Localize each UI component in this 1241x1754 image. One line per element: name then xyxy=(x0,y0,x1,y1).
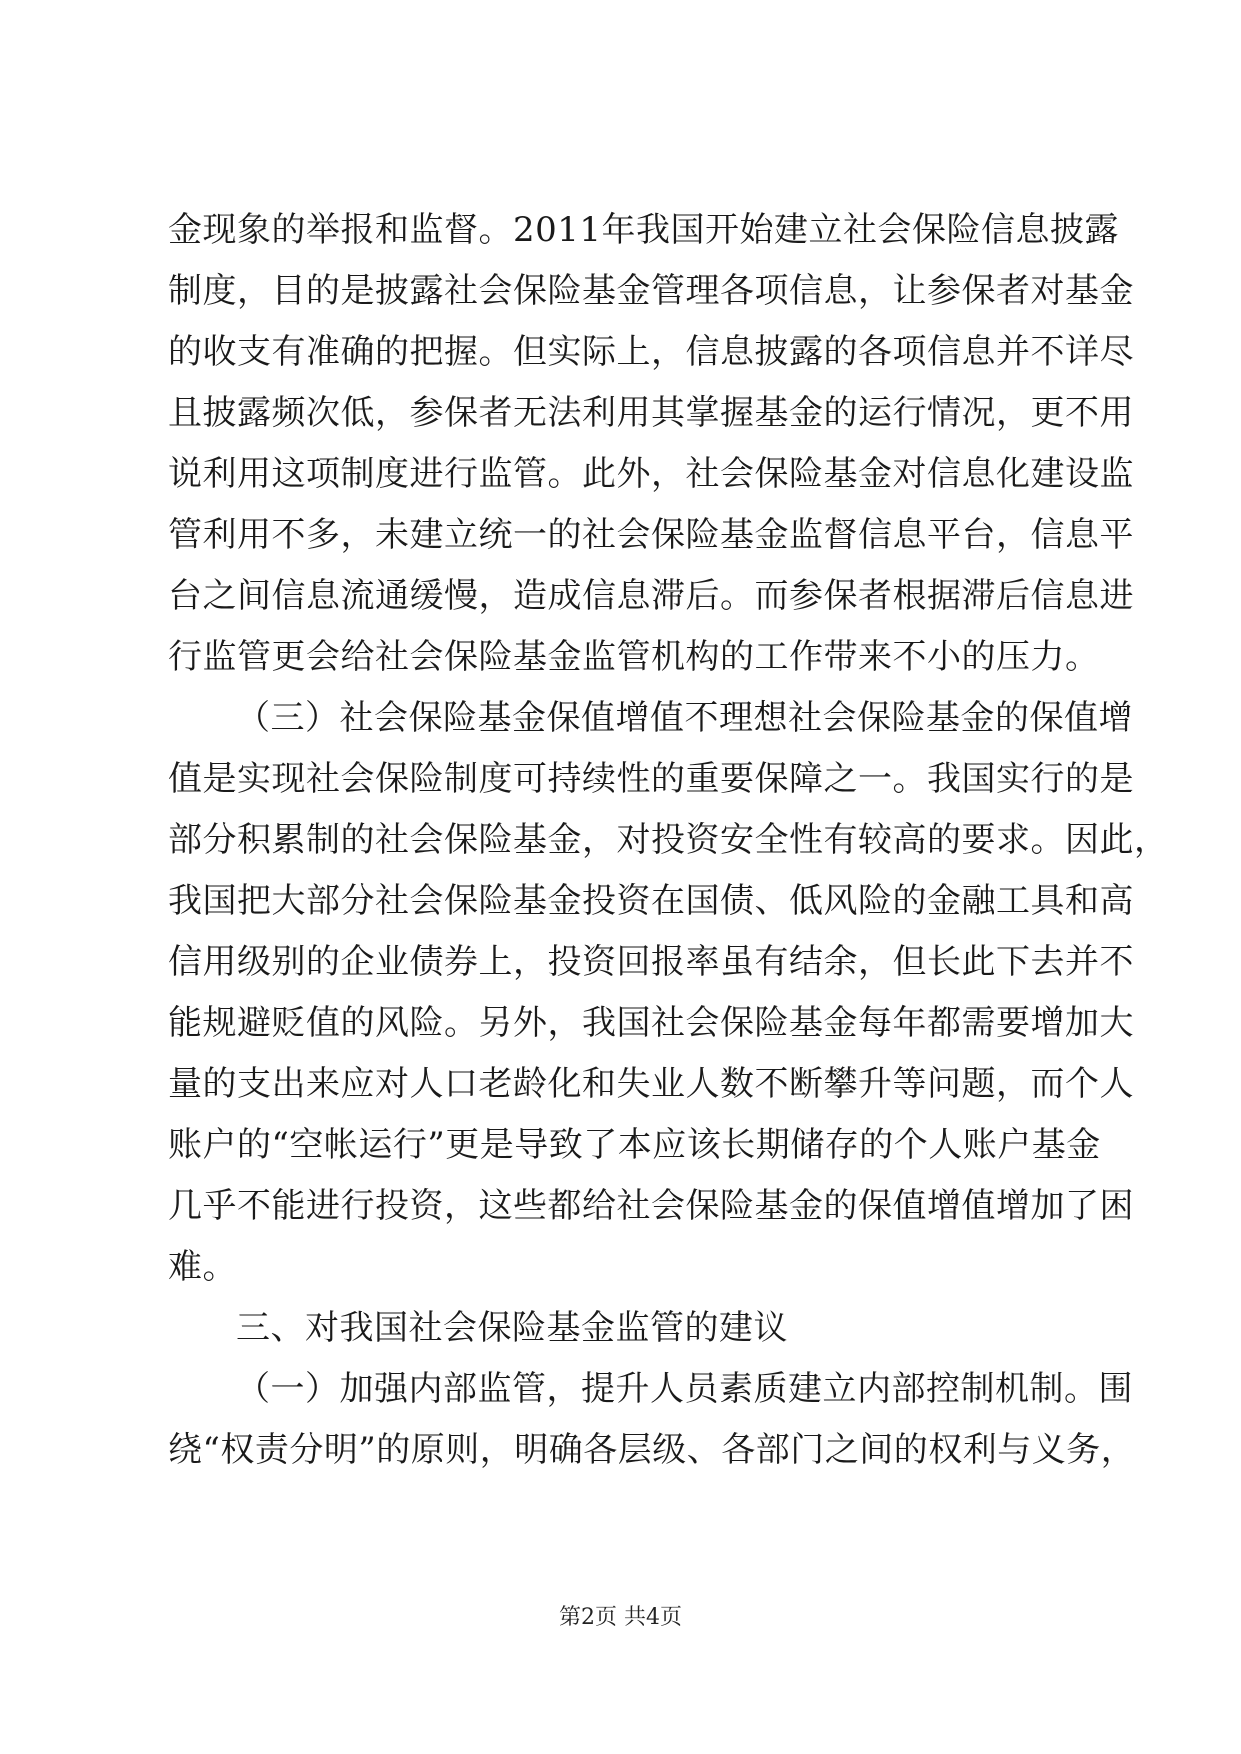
paragraph-line: 信用级别的企业债券上，投资回报率虽有结余，但长此下去并不 xyxy=(168,942,1134,982)
paragraph-line: 制度，目的是披露社会保险基金管理各项信息，让参保者对基金 xyxy=(168,271,1134,311)
document-body xyxy=(168,200,1169,1481)
paragraph-line: 说利用这项制度进行监管。此外，社会保险基金对信息化建设监 xyxy=(168,454,1134,494)
paragraph-line: 且披露频次低，参保者无法利用其掌握基金的运行情况，更不用 xyxy=(168,393,1134,433)
section-heading: 三、对我国社会保险基金监管的建议 xyxy=(236,1308,788,1348)
paragraph-line: （三）社会保险基金保值增值不理想社会保险基金的保值增 xyxy=(236,698,1133,738)
paragraph-line: 金现象的举报和监督。2011年我国开始建立社会保险信息披露 xyxy=(168,210,1120,250)
paragraph-line: 量的支出来应对人口老龄化和失业人数不断攀升等问题，而个人 xyxy=(168,1064,1134,1104)
paragraph-line: 值是实现社会保险制度可持续性的重要保障之一。我国实行的是 xyxy=(168,759,1134,799)
paragraph-line: 管利用不多，未建立统一的社会保险基金监督信息平台，信息平 xyxy=(168,515,1134,555)
paragraph-line: （一）加强内部监管，提升人员素质建立内部控制机制。围 xyxy=(236,1369,1133,1409)
paragraph-line: 台之间信息流通缓慢，造成信息滞后。而参保者根据滞后信息进 xyxy=(168,576,1134,616)
paragraph-line: 行监管更会给社会保险基金监管机构的工作带来不小的压力。 xyxy=(168,637,1100,677)
paragraph-line: 能规避贬值的风险。另外，我国社会保险基金每年都需要增加大 xyxy=(168,1003,1134,1043)
paragraph-line: 部分积累制的社会保险基金，对投资安全性有较高的要求。因此， xyxy=(168,820,1169,860)
paragraph-line: 难。 xyxy=(168,1247,237,1287)
paragraph-line: 我国把大部分社会保险基金投资在国债、低风险的金融工具和高 xyxy=(168,881,1134,921)
paragraph-line: 账户的“空帐运行”更是导致了本应该长期储存的个人账户基金 xyxy=(168,1125,1101,1165)
page-number-footer: 第2页 共4页 xyxy=(559,1605,682,1630)
paragraph-line: 几乎不能进行投资，这些都给社会保险基金的保值增值增加了困 xyxy=(168,1186,1134,1226)
paragraph-line: 绕“权责分明”的原则，明确各层级、各部门之间的权利与义务， xyxy=(168,1430,1136,1470)
paragraph-line: 的收支有准确的把握。但实际上，信息披露的各项信息并不详尽 xyxy=(168,332,1134,372)
